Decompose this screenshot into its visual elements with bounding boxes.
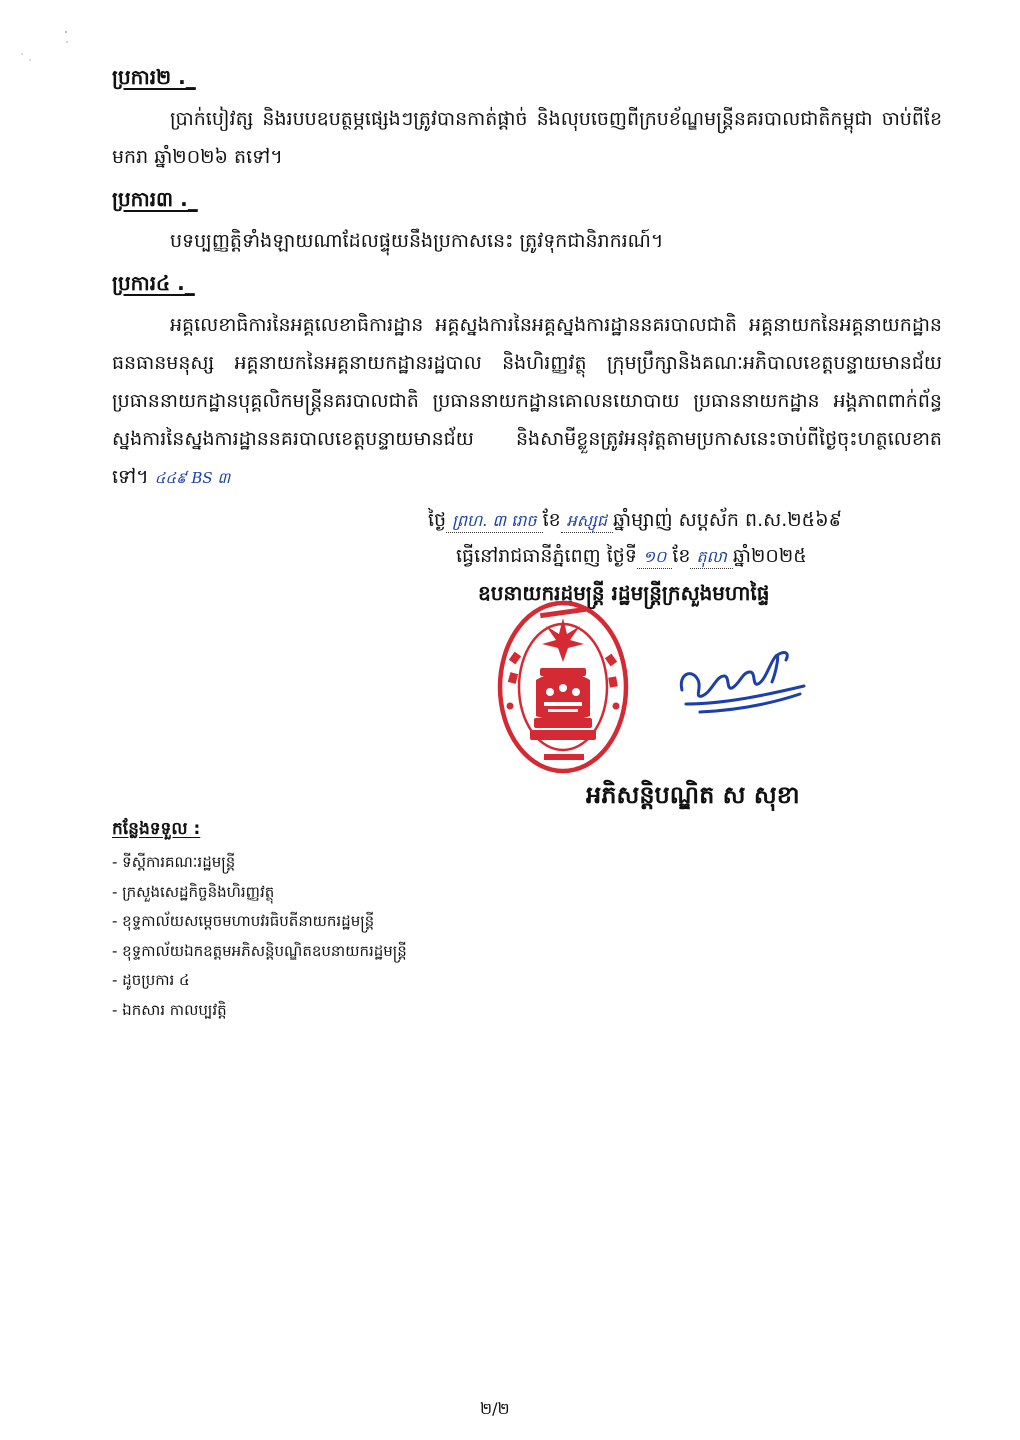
signer-title: ឧបនាយករដ្ឋមន្ត្រី រដ្ឋមន្ត្រីក្រសួងមហាផ្ទៃ	[478, 581, 770, 605]
recipient-item: - ដូចប្រការ ៤	[112, 971, 190, 989]
lunar-date-prefix: ថ្ងៃ	[428, 509, 447, 531]
recipient-item: - ខុទ្ទកាល័យសម្តេចមហាបវរធិបតីនាយករដ្ឋមន្ត្រី	[112, 912, 375, 930]
article-4-heading: ប្រការ៤ ._	[112, 271, 195, 295]
article-3-text	[112, 222, 942, 260]
solar-month-label: ខែ	[672, 545, 691, 567]
article-2-text	[112, 100, 942, 176]
lunar-year-text: ឆ្នាំម្សាញ់ សប្តស័ក ព.ស.២៥៦៩	[612, 509, 842, 531]
place-date-prefix: ធ្វើនៅរាជធានីភ្នំពេញ ថ្ងៃទី	[456, 545, 637, 567]
solar-day-handwritten: ១០	[637, 546, 672, 569]
recipient-item: - ទីស្តីការគណៈរដ្ឋមន្ត្រី	[112, 853, 236, 871]
recipient-item: - ឯកសារ កាលប្បវត្តិ	[112, 1000, 227, 1019]
handwritten-signature	[672, 646, 812, 726]
lunar-month-label: ខែ	[542, 509, 561, 531]
page-number: ២/២	[480, 1399, 510, 1418]
article-2-heading: ប្រការ២ ._	[112, 65, 196, 89]
handwritten-reference-note: ៤៤៩ BS ៣	[154, 469, 231, 487]
lunar-day-handwritten: ព្រហ. ៣ រោច	[446, 510, 542, 533]
signer-name: អភិសន្តិបណ្ឌិត ស សុខា	[586, 781, 800, 809]
recipients-list	[112, 848, 407, 1025]
solar-month-handwritten: តុលា	[690, 546, 732, 569]
article-3-heading: ប្រការ៣ ._	[112, 187, 198, 211]
official-seal-stamp	[496, 598, 630, 776]
scan-specks	[20, 28, 80, 78]
article-3-body: បទប្បញ្ញត្តិទាំងឡាយណាដែលផ្ទុយនឹងប្រកាសនេះ ត្រូវទុកជានិរាករណ៍។	[170, 230, 664, 252]
recipient-item: - ក្រសួងសេដ្ឋកិច្ចនិងហិរញ្ញវត្ថុ	[112, 882, 275, 901]
recipients-heading: កន្លែងទទួល :	[112, 819, 201, 839]
solar-year-text: ឆ្នាំ២០២៥	[732, 545, 807, 567]
article-4-text	[112, 306, 942, 497]
recipient-item: - ខុទ្ទកាល័យឯកឧត្តមអភិសន្តិបណ្ឌិតឧបនាយករដ្ឋមន្ត្រី	[112, 941, 407, 960]
lunar-date-line	[428, 508, 842, 536]
article-4-body: អគ្គលេខាធិការនៃអគ្គលេខាធិការដ្ឋាន អគ្គស្នងការនៃអគ្គស្នងការដ្ឋាននគរបាលជាតិ អគ្គនាយកនៃអគ្គនាយកដ្ឋានធនធានមនុស្ស អគ្គនាយកនៃអគ្គនាយកដ្ឋានរដ្ឋបាល និងហិរញ្ញវត្ថុ ក្រុមប្រឹក្សានិងគណៈអភិបាលខេត្តបន្ទាយមានជ័យ ប្រធាននាយកដ្ឋានបុគ្គលិកមន្ត្រីនគរបាលជាតិ ប្រធាននាយកដ្ឋានគោលនយោបាយ ប្រធាននាយកដ្ឋាន អង្គភាពពាក់ព័ន្ធ ស្នងការនៃស្នងការដ្ឋាននគរបាលខេត្តបន្ទាយមានជ័យ និងសាមីខ្លួនត្រូវអនុវត្តតាមប្រកាសនេះចាប់ពីថ្ងៃចុះហត្ថលេខាតទៅ។	[112, 314, 942, 488]
lunar-month-handwritten: អស្សុជ	[561, 510, 613, 533]
article-2-body: ប្រាក់បៀវត្ស និងរបបឧបត្ថម្ភផ្សេងៗត្រូវបានកាត់ផ្តាច់ និងលុបចេញពីក្របខ័ណ្ឌមន្ត្រីនគរបាលជាតិកម្ពុជា ចាប់ពីខែមករា ឆ្នាំ២០២៦ តទៅ។	[112, 108, 942, 168]
solar-date-line	[456, 544, 807, 572]
